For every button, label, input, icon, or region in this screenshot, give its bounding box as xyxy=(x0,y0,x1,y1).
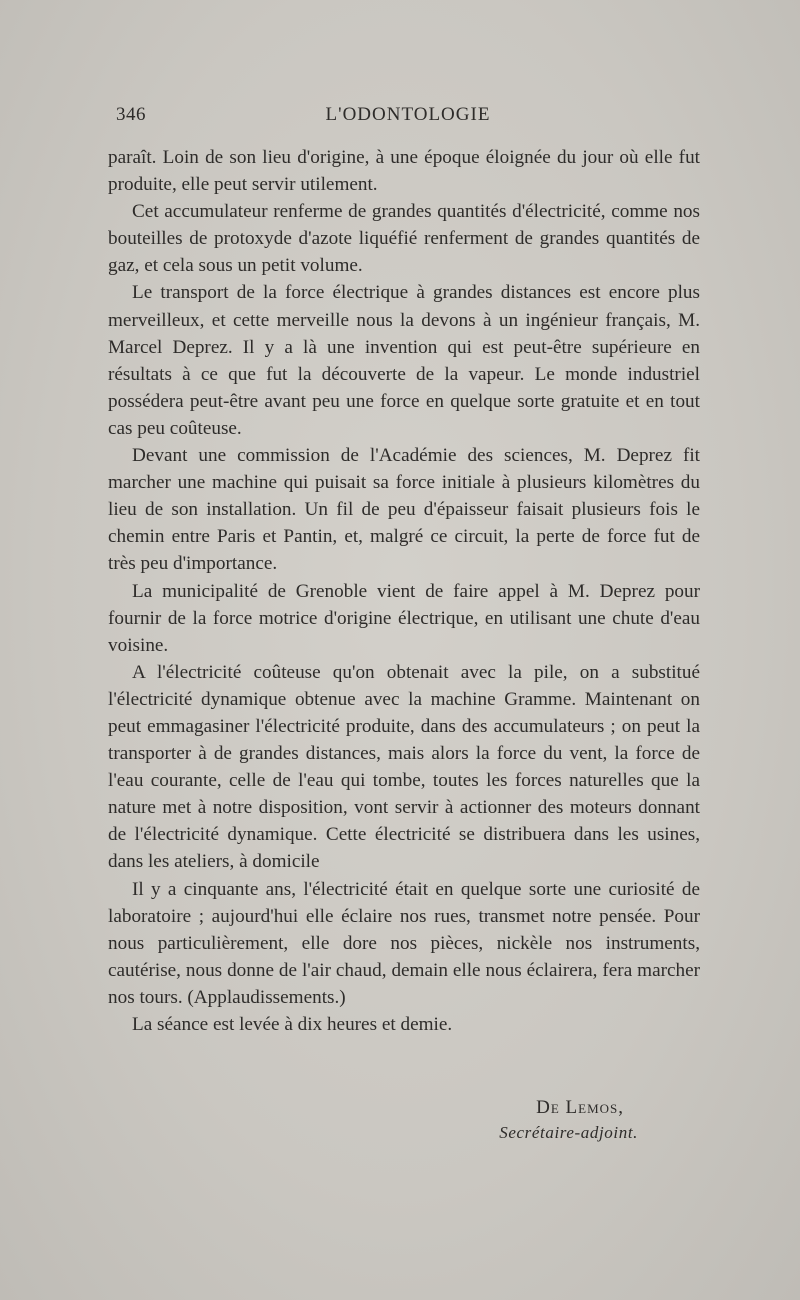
paragraph: Cet accumulateur renferme de grandes quantités d'électricité, comme nos bouteilles de protoxyde d'azote liquéfié renferment de grandes quantités de gaz, et cela sous un petit volume. xyxy=(108,201,700,277)
paragraph: A l'électricité coûteuse qu'on obtenait avec la pile, on a substitué l'électricité dynamique obtenue avec la machine Gramme. Maintenant on peut emmagasiner l'électricité produite, dans des accumulateurs ; on peut la transporter à de grandes distances, mais alors la force du vent, la force de l'eau courante, celle de l'eau qui tombe, toutes les forces naturelles que la nature met à notre disposition, vont servir à actionner des moteurs donnant de l'électricité dynamique. Cette électricité se distribuera dans les usines, dans les ateliers, à domicile xyxy=(108,661,700,873)
paragraph: Il y a cinquante ans, l'électricité était en quelque sorte une curiosité de laboratoire ; aujourd'hui elle éclaire nos rues, transmet notre pensée. Pour nous particulièrement, elle dore nos pièces, nickèle nos instruments, cautérise, nous donne de l'air chaud, demain elle nous éclairera, fera marcher nos tours. (Applaudissements.) xyxy=(108,878,700,1008)
paragraph: paraît. Loin de son lieu d'origine, à une époque éloignée du jour où elle fut produite, elle peut servir utilement. xyxy=(108,147,700,196)
body-text xyxy=(108,144,700,1038)
paragraph: Le transport de la force électrique à grandes distances est encore plus merveilleux, et cette merveille nous la devons à un ingénieur français, M. Marcel Deprez. Il y a là une invention qui est peut-être supérieure en résultats à ce que fut la découverte de la vapeur. Le monde industriel possédera peut-être avant peu une force en quelque sorte gratuite et en tout cas peu coûteuse. xyxy=(108,282,700,439)
paragraph: La municipalité de Grenoble vient de faire appel à M. Deprez pour fournir de la force motrice d'origine électrique, en utilisant une chute d'eau voisine. xyxy=(108,580,700,656)
signature-role: Secrétaire-adjoint. xyxy=(499,1123,638,1142)
paragraph: Devant une commission de l'Académie des sciences, M. Deprez fit marcher une machine qui puisait sa force initiale à plusieurs kilomètres du lieu de son installation. Un fil de peu d'épaisseur faisait plusieurs fois le chemin entre Paris et Pantin, et, malgré ce circuit, la perte de force fut de très peu d'importance. xyxy=(108,445,700,575)
paragraph: La séance est levée à dix heures et demie. xyxy=(132,1014,453,1035)
page-header xyxy=(116,104,700,134)
running-title: L'ODONTOLOGIE xyxy=(325,104,491,125)
signature-name: De Lemos, xyxy=(536,1097,624,1118)
page-number: 346 xyxy=(116,104,146,125)
signature-block xyxy=(499,1094,638,1145)
